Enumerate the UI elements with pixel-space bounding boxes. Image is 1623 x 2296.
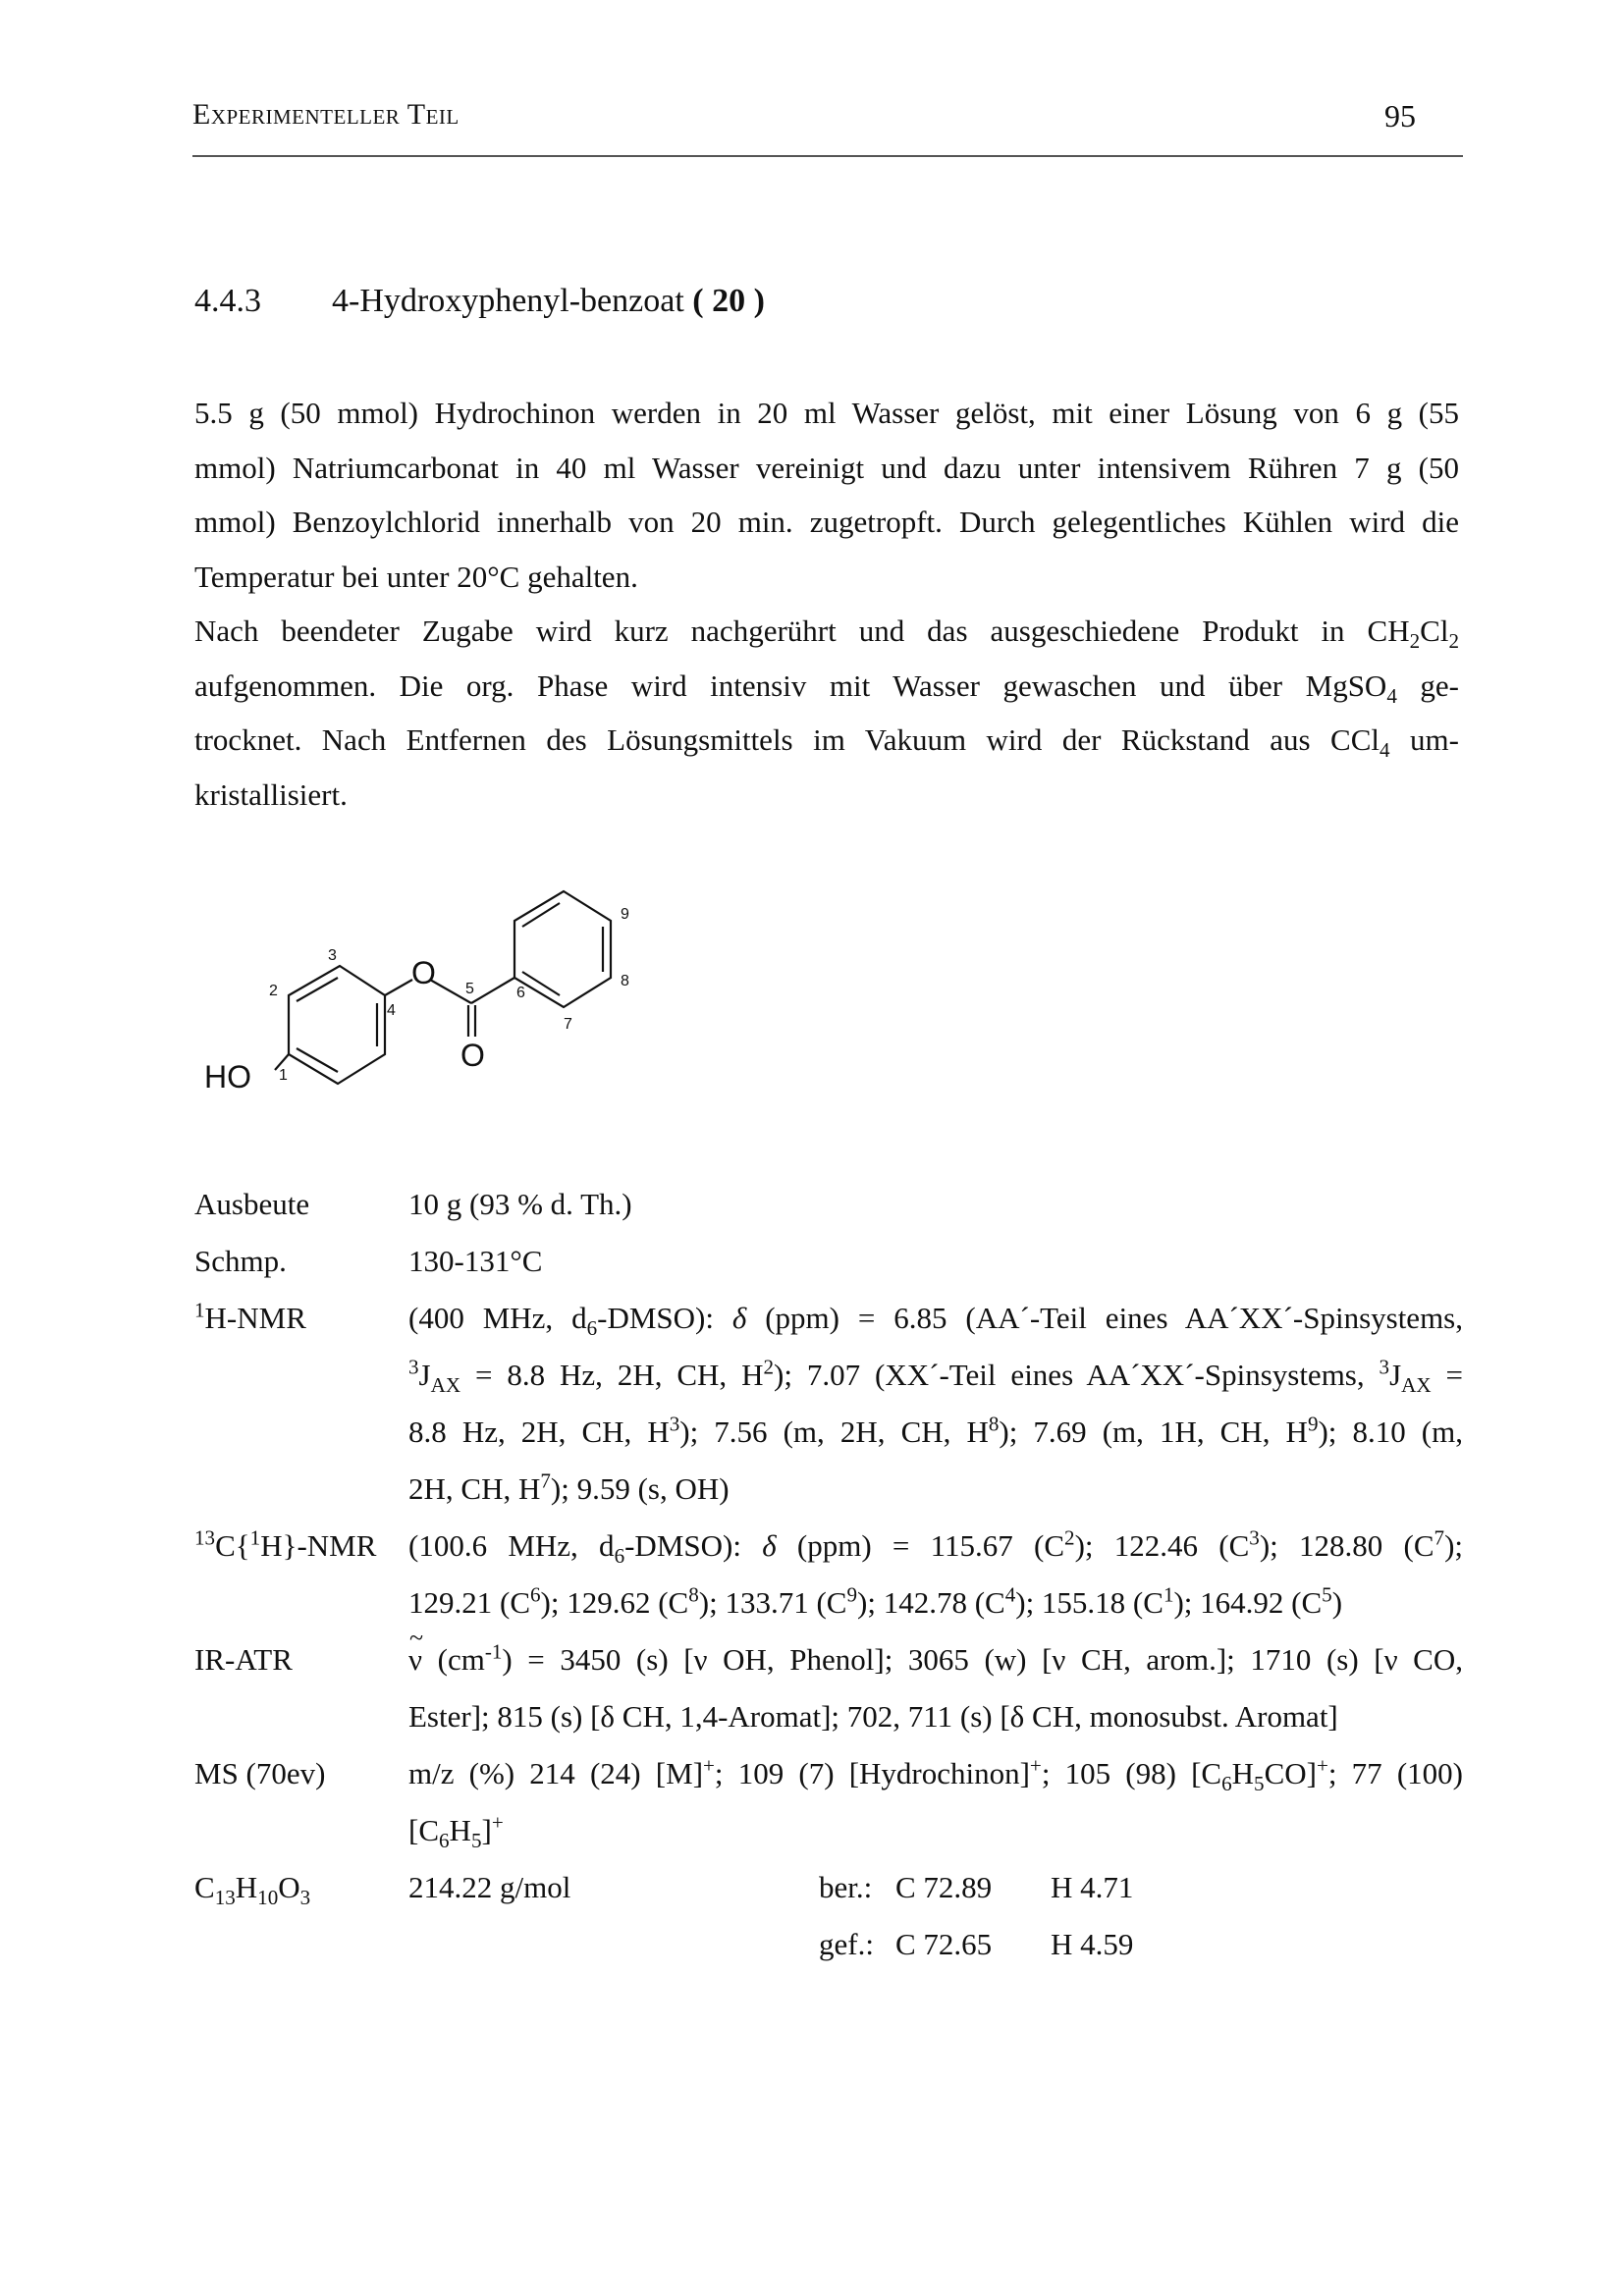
found-hydrogen: H 4.59 <box>1051 1927 1134 1961</box>
compound-number: ( 20 ) <box>692 283 765 319</box>
calculated-hydrogen: H 4.71 <box>1051 1870 1134 1904</box>
text-line: Nach beendeter Zugabe wird kurz nachgerührt und das ausgeschiedene Produkt in $CH_2Cl_2$ <box>194 614 1459 654</box>
page-number: 95 <box>1384 98 1416 133</box>
text-line: mmol) Natriumcarbonat in 40 ml Wasser vereinigt und dazu unter intensivem Rühren 7 g (50 <box>194 450 1459 485</box>
chemical-structure <box>194 874 685 1119</box>
molecular-weight: 214.22 g/mol <box>408 1870 571 1904</box>
found-label: gef.: <box>819 1927 874 1961</box>
c-nmr-value: (100.6 MHz, $d_6-DMSO$): δ (ppm) = 115.67 $(C^2)$; 122.46 $(C^3)$; 128.80 $(C^7)$; 129.21 $(C^6)$; 129.62 $(C^8)$; 133.71 $(C^9)$; 142.78 $(C^4)$; 155.18 $(C^1)$; 164.92 $(C^5)$ <box>408 1525 1464 1620</box>
section-title: 4-Hydroxyphenyl-benzoat <box>332 283 684 319</box>
atom-number: 1 <box>279 1067 288 1084</box>
atom-number: 5 <box>465 981 474 997</box>
melting-point-row <box>194 1233 1463 1290</box>
atom-number: 8 <box>621 973 629 989</box>
text-line: trocknet. Nach Entfernen des Lösungsmittels im Vakuum wird der Rückstand aus CCl$_4$ um- <box>194 722 1459 763</box>
running-header <box>192 98 1463 157</box>
h-nmr-label: $^1$H-NMR <box>194 1298 306 1335</box>
section-heading <box>194 283 765 320</box>
h-nmr-row <box>194 1290 1463 1518</box>
yield-row <box>194 1176 1463 1233</box>
molecular-formula: $C_{13}H_{10}O_3$ <box>194 1870 311 1910</box>
ir-label: IR-ATR <box>194 1642 293 1677</box>
calculated-carbon: C 72.89 <box>895 1870 993 1904</box>
c-nmr-label: $^{13}$C{$^1$H}-NMR <box>194 1525 377 1563</box>
yield-value: 10 g (93 % d. Th.) <box>408 1187 632 1221</box>
procedure-paragraph-1 <box>194 386 1459 604</box>
characterization-data <box>194 1176 1463 1973</box>
header-title: Experimenteller Teil <box>192 98 460 131</box>
atom-number: 9 <box>621 906 629 923</box>
ir-row <box>194 1631 1463 1745</box>
ms-row <box>194 1745 1463 1859</box>
benzoyl-ring <box>514 891 611 1007</box>
atom-number: 6 <box>516 985 525 1001</box>
text-line: aufgenommen. Die org. Phase wird intensiv mit Wasser gewaschen und über MgSO$_4$ ge- <box>194 667 1459 708</box>
ms-value: m/z (%) 214 (24) [M]+; 109 (7) [Hydrochinon]+; 105 (98) $[C_6H_5CO]^+$; 77 (100) $[C_6H_5]^+$ <box>408 1753 1463 1853</box>
found-carbon: C 72.65 <box>895 1927 993 1961</box>
carbonyl-oxygen-label: O <box>460 1038 485 1073</box>
ir-value: ~ ν $(cm^{-1}) = 3450$ (s) [ν OH, Phenol]; 3065 (w) [ν CH, arom.]; 1710 (s) [ν CO, Ester]; 815 (s) [δ CH, 1,4-Aromat]; 702, 711 (s) [δ CH, monosubst. Aromat] <box>408 1631 1463 1745</box>
melting-point-label: Schmp. <box>194 1244 287 1278</box>
procedure-paragraph-2 <box>194 604 1459 822</box>
atom-number: 4 <box>387 1002 396 1019</box>
calculated-label: ber.: <box>819 1870 873 1904</box>
header-rule <box>192 155 1463 157</box>
text-line: kristallisiert. <box>194 776 348 812</box>
h-nmr-value: (400 MHz, $d_6-DMSO$): δ (ppm) = 6.85 (AA´-Teil eines AA´XX´-Spinsystems, $^3J_{AX} = 8.8$ Hz, 2H, CH, $H^2$); 7.07 (XX´-Teil eines AA´XX´-Spinsystems, $^3J_{AX}$ = 8.8 Hz, 2H, CH, $H^3$); 7.56 (m, 2H, CH, $H^8$); 7.69 (m, 1H, CH, $H^9$); 8.10 (m, 2H, CH, $H^7$); 9.59 (s, OH) <box>408 1301 1463 1506</box>
atom-number: 3 <box>328 947 337 964</box>
section-number: 4.4.3 <box>194 283 261 319</box>
text-line: mmol) Benzoylchlorid innerhalb von 20 min. zugetropft. Durch gelegentliches Kühlen wird die <box>194 505 1459 539</box>
atom-number: 7 <box>564 1016 572 1033</box>
atom-number: 2 <box>269 983 278 999</box>
ester-oxygen-label: O <box>411 955 436 990</box>
elemental-analysis-row <box>194 1859 1463 1973</box>
ms-label: MS (70ev) <box>194 1756 326 1790</box>
hydroxyl-label: HO <box>204 1059 251 1095</box>
text-line: Temperatur bei unter 20°C gehalten. <box>194 559 638 594</box>
yield-label: Ausbeute <box>194 1187 310 1221</box>
melting-point-value: 130-131°C <box>408 1244 543 1278</box>
c-nmr-row <box>194 1518 1463 1631</box>
text-line: 5.5 g (50 mmol) Hydrochinon werden in 20 ml Wasser gelöst, mit einer Lösung von 6 g (55 <box>194 396 1459 430</box>
phenol-ring <box>289 966 385 1084</box>
